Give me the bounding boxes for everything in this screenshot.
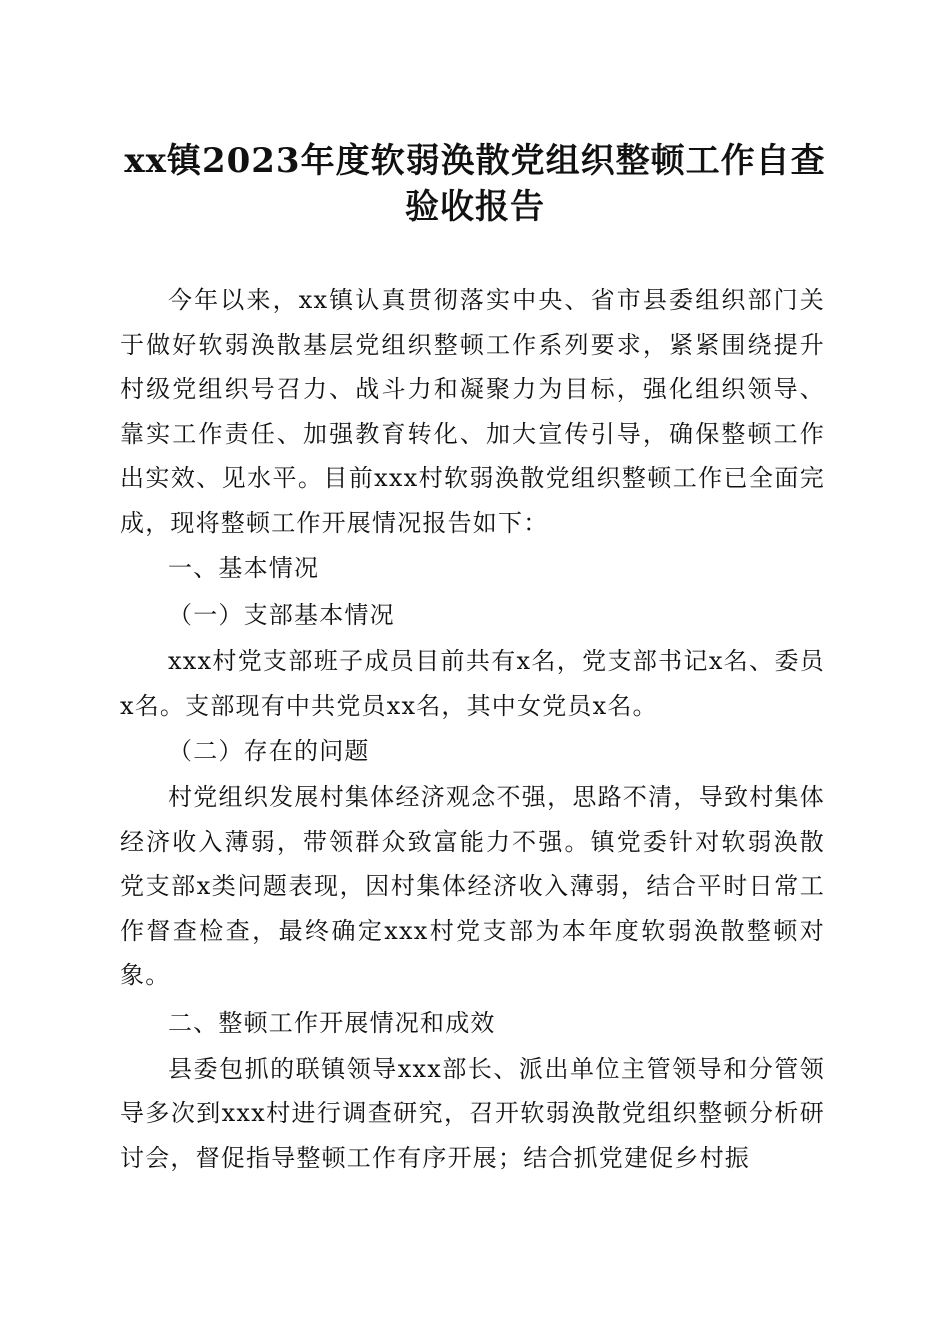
- document-title: [110, 138, 840, 230]
- title-line-1: xx镇2023年度软弱涣散党组织整顿工作自查: [124, 141, 826, 181]
- subsection-heading-branch-info: （一）支部基本情况: [168, 601, 395, 629]
- section-heading-basic-info: 一、基本情况: [168, 554, 320, 582]
- branch-info-paragraph: xxx村党支部班子成员目前共有x名，党支部书记x名、委员x名。支部现有中共党员xx名，其中女党员x名。: [120, 647, 825, 720]
- problems-paragraph: 村党组织发展村集体经济观念不强，思路不清，导致村集体经济收入薄弱，带领群众致富能力不强。镇党委针对软弱涣散党支部x类问题表现，因村集体经济收入薄弱，结合平时日常工作督查检查，最终确定xxx村党支部为本年度软弱涣散整顿对象。: [120, 783, 825, 989]
- document-body: [120, 278, 825, 1180]
- section-heading-rectification: 二、整顿工作开展情况和成效: [168, 1008, 496, 1037]
- rectification-paragraph: 县委包抓的联镇领导xxx部长、派出单位主管领导和分管领导多次到xxx村进行调查研究，召开软弱涣散党组织整顿分析研讨会，督促指导整顿工作有序开展；结合抓党建促乡村振: [120, 1054, 825, 1172]
- title-line-2: 验收报告: [405, 187, 545, 227]
- intro-paragraph: 今年以来，xx镇认真贯彻落实中央、省市县委组织部门关于做好软弱涣散基层党组织整顿工作系列要求，紧紧围绕提升村级党组织号召力、战斗力和凝聚力为目标，强化组织领导、靠实工作责任、加强教育转化、加大宣传引导，确保整顿工作出实效、见水平。目前xxx村软弱涣散党组织整顿工作已全面完成，现将整顿工作开展情况报告如下：: [120, 286, 825, 537]
- subsection-heading-problems: （二）存在的问题: [168, 737, 370, 765]
